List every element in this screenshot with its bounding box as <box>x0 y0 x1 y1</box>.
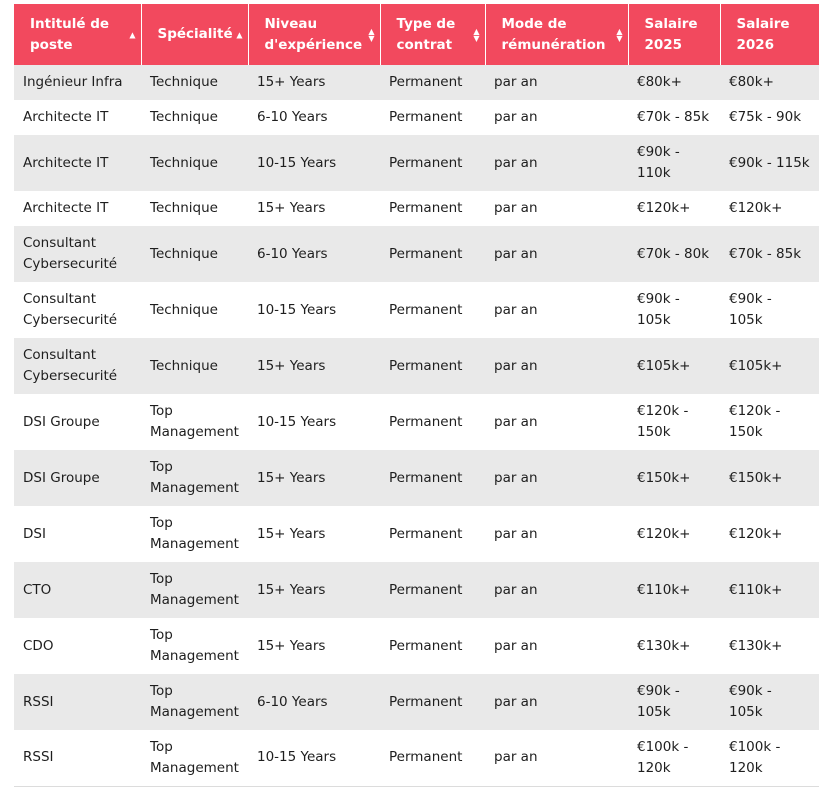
cell-salaire-2025: €120k+ <box>628 506 720 562</box>
table-body <box>14 65 819 786</box>
cell-specialite: Top Management <box>141 450 248 506</box>
column-header-label: Mode de rémunération <box>501 15 606 53</box>
table-row <box>14 394 819 450</box>
cell-salaire-2025: €90k - 110k <box>628 135 720 191</box>
table-row <box>14 135 819 191</box>
cell-specialite: Technique <box>141 65 248 100</box>
cell-niveau: 6-10 Years <box>248 226 380 282</box>
table-row <box>14 282 819 338</box>
table-row <box>14 65 819 100</box>
column-header-label: Type de contrat <box>396 15 456 53</box>
cell-salaire-2026: €150k+ <box>720 450 819 506</box>
cell-specialite: Top Management <box>141 730 248 786</box>
cell-niveau: 15+ Years <box>248 338 380 394</box>
sort-ascending-icon[interactable]: ▲ <box>129 30 136 39</box>
cell-intitule: DSI Groupe <box>14 450 141 506</box>
table-row <box>14 506 819 562</box>
cell-mode-remuneration: par an <box>485 65 628 100</box>
sort-both-icon[interactable]: ▲ ▼ <box>616 26 623 43</box>
cell-intitule: RSSI <box>14 730 141 786</box>
cell-niveau: 15+ Years <box>248 450 380 506</box>
cell-mode-remuneration: par an <box>485 618 628 674</box>
cell-intitule: Architecte IT <box>14 191 141 226</box>
cell-mode-remuneration: par an <box>485 338 628 394</box>
cell-salaire-2025: €130k+ <box>628 618 720 674</box>
cell-type-contrat: Permanent <box>380 394 485 450</box>
cell-niveau: 15+ Years <box>248 618 380 674</box>
cell-type-contrat: Permanent <box>380 562 485 618</box>
cell-intitule: DSI <box>14 506 141 562</box>
cell-mode-remuneration: par an <box>485 226 628 282</box>
column-header-niveau[interactable] <box>248 4 380 65</box>
table-header <box>14 4 819 65</box>
cell-type-contrat: Permanent <box>380 506 485 562</box>
cell-mode-remuneration: par an <box>485 191 628 226</box>
column-header-label: Intitulé de poste <box>30 15 110 53</box>
cell-intitule: RSSI <box>14 674 141 730</box>
cell-specialite: Technique <box>141 191 248 226</box>
cell-type-contrat: Permanent <box>380 226 485 282</box>
cell-specialite: Technique <box>141 135 248 191</box>
cell-salaire-2025: €105k+ <box>628 338 720 394</box>
table-row <box>14 338 819 394</box>
cell-type-contrat: Permanent <box>380 65 485 100</box>
cell-salaire-2026: €80k+ <box>720 65 819 100</box>
cell-intitule: Consultant Cybersecurité <box>14 282 141 338</box>
cell-intitule: Ingénieur Infra <box>14 65 141 100</box>
cell-type-contrat: Permanent <box>380 618 485 674</box>
cell-specialite: Top Management <box>141 674 248 730</box>
cell-salaire-2025: €100k - 120k <box>628 730 720 786</box>
cell-mode-remuneration: par an <box>485 506 628 562</box>
cell-specialite: Technique <box>141 282 248 338</box>
cell-specialite: Technique <box>141 338 248 394</box>
cell-salaire-2026: €120k+ <box>720 506 819 562</box>
cell-niveau: 10-15 Years <box>248 135 380 191</box>
cell-niveau: 15+ Years <box>248 506 380 562</box>
column-header-label: Spécialité <box>157 26 233 42</box>
table-row <box>14 100 819 135</box>
cell-niveau: 6-10 Years <box>248 100 380 135</box>
column-header-label: Salaire 2025 <box>644 15 698 53</box>
cell-salaire-2026: €105k+ <box>720 338 819 394</box>
cell-intitule: Architecte IT <box>14 100 141 135</box>
cell-niveau: 10-15 Years <box>248 394 380 450</box>
cell-salaire-2025: €80k+ <box>628 65 720 100</box>
cell-salaire-2025: €70k - 80k <box>628 226 720 282</box>
sort-both-icon[interactable]: ▲ ▼ <box>368 26 375 43</box>
column-header-label: Salaire 2026 <box>736 15 790 53</box>
cell-intitule: Architecte IT <box>14 135 141 191</box>
cell-intitule: CTO <box>14 562 141 618</box>
cell-niveau: 10-15 Years <box>248 730 380 786</box>
cell-salaire-2025: €90k - 105k <box>628 282 720 338</box>
cell-mode-remuneration: par an <box>485 100 628 135</box>
cell-type-contrat: Permanent <box>380 338 485 394</box>
cell-type-contrat: Permanent <box>380 282 485 338</box>
table-row <box>14 618 819 674</box>
cell-mode-remuneration: par an <box>485 282 628 338</box>
cell-mode-remuneration: par an <box>485 450 628 506</box>
cell-type-contrat: Permanent <box>380 100 485 135</box>
cell-type-contrat: Permanent <box>380 674 485 730</box>
cell-salaire-2025: €120k+ <box>628 191 720 226</box>
cell-niveau: 15+ Years <box>248 562 380 618</box>
cell-mode-remuneration: par an <box>485 562 628 618</box>
cell-salaire-2026: €100k - 120k <box>720 730 819 786</box>
cell-intitule: Consultant Cybersecurité <box>14 226 141 282</box>
table-row <box>14 562 819 618</box>
cell-mode-remuneration: par an <box>485 730 628 786</box>
cell-mode-remuneration: par an <box>485 674 628 730</box>
cell-salaire-2026: €120k+ <box>720 191 819 226</box>
cell-specialite: Top Management <box>141 506 248 562</box>
sort-both-icon[interactable]: ▲ ▼ <box>473 26 480 43</box>
salary-table-container <box>14 4 810 790</box>
column-header-label: Niveau d'expérience <box>264 15 363 53</box>
cell-niveau: 15+ Years <box>248 191 380 226</box>
cell-specialite: Technique <box>141 100 248 135</box>
cell-salaire-2026: €90k - 105k <box>720 282 819 338</box>
cell-type-contrat: Permanent <box>380 191 485 226</box>
cell-type-contrat: Permanent <box>380 135 485 191</box>
cell-intitule: CDO <box>14 618 141 674</box>
column-header-salaire-2026[interactable] <box>720 4 819 65</box>
cell-salaire-2026: €90k - 115k <box>720 135 819 191</box>
column-header-intitule[interactable] <box>14 4 141 65</box>
cell-salaire-2025: €110k+ <box>628 562 720 618</box>
table-row <box>14 226 819 282</box>
cell-intitule: DSI Groupe <box>14 394 141 450</box>
column-header-mode-remuneration[interactable] <box>485 4 628 65</box>
cell-salaire-2025: €90k - 105k <box>628 674 720 730</box>
table-row <box>14 730 819 786</box>
column-header-type-contrat[interactable] <box>380 4 485 65</box>
table-row <box>14 191 819 226</box>
cell-salaire-2026: €120k - 150k <box>720 394 819 450</box>
cell-salaire-2026: €90k - 105k <box>720 674 819 730</box>
column-header-specialite[interactable] <box>141 4 248 65</box>
cell-salaire-2026: €75k - 90k <box>720 100 819 135</box>
cell-salaire-2026: €70k - 85k <box>720 226 819 282</box>
cell-type-contrat: Permanent <box>380 450 485 506</box>
sort-ascending-icon[interactable]: ▲ <box>236 30 243 39</box>
cell-intitule: Consultant Cybersecurité <box>14 338 141 394</box>
cell-niveau: 15+ Years <box>248 65 380 100</box>
cell-type-contrat: Permanent <box>380 730 485 786</box>
table-row <box>14 674 819 730</box>
table-row <box>14 450 819 506</box>
column-header-salaire-2025[interactable] <box>628 4 720 65</box>
cell-specialite: Top Management <box>141 394 248 450</box>
cell-mode-remuneration: par an <box>485 394 628 450</box>
cell-mode-remuneration: par an <box>485 135 628 191</box>
cell-salaire-2025: €150k+ <box>628 450 720 506</box>
cell-salaire-2025: €70k - 85k <box>628 100 720 135</box>
cell-niveau: 6-10 Years <box>248 674 380 730</box>
salary-table <box>14 4 819 787</box>
cell-salaire-2026: €110k+ <box>720 562 819 618</box>
cell-specialite: Top Management <box>141 618 248 674</box>
cell-specialite: Technique <box>141 226 248 282</box>
header-row <box>14 4 819 65</box>
cell-salaire-2025: €120k - 150k <box>628 394 720 450</box>
cell-specialite: Top Management <box>141 562 248 618</box>
cell-salaire-2026: €130k+ <box>720 618 819 674</box>
cell-niveau: 10-15 Years <box>248 282 380 338</box>
